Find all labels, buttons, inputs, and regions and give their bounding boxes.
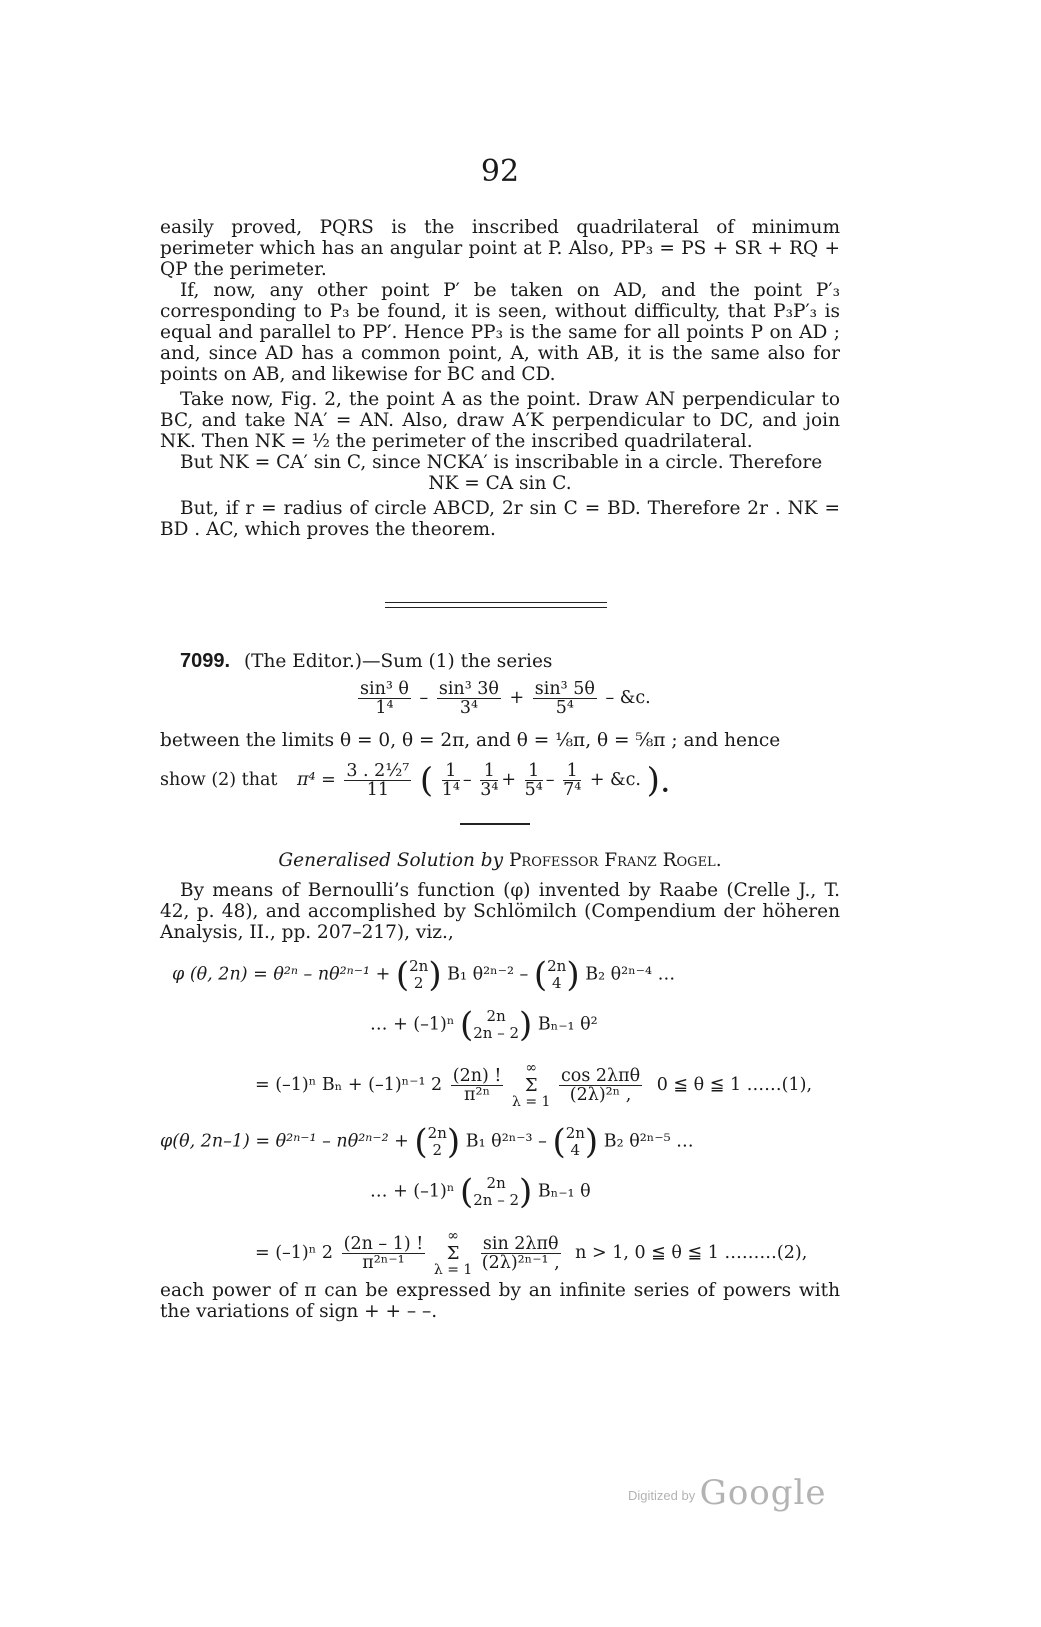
series-equation: $\frac{\text{sin³ θ}}{\text{1⁴}}$ – $\frac{\text{sin³ 3θ}}{\text{3⁴}}$ + $\frac{\text{sin³ 5θ}}{\text{5⁴}}$ – &c. xyxy=(360,679,651,718)
equation-nk: NK = CA sin C. xyxy=(428,473,572,494)
problem-author: (The Editor.)—Sum (1) the series xyxy=(243,651,553,672)
paragraph-2: If, now, any other point P′ be taken on AD, and the point P′₃ corresponding to P₃ be found, it is seen, without difficulty, that P₃P′₃ is equal and parallel to PP′. Hence PP₃ is the same for all points P on AD ; and, since AD has a common point, A, with AB, it is the same also for points on AB, and likewise for BC and CD. xyxy=(160,280,840,385)
google-watermark: $^{Digitized by}$ Google xyxy=(628,1473,827,1513)
equation-1-line-1: φ (θ, 2n) = θ²ⁿ – nθ²ⁿ⁻¹ + ( 2n 2 ) B₁ θ²ⁿ⁻² – ( 2n 4 ) B₂ θ²ⁿ⁻⁴ … xyxy=(172,955,676,995)
problem-header xyxy=(180,651,552,672)
paragraph-4: But NK = CA′ sin C, since NCKA′ is inscribable in a circle. Therefore xyxy=(180,452,823,473)
closing-paragraph: each power of π can be expressed by an infinite series of powers with the variations of sign + + – –. xyxy=(160,1280,840,1322)
equation-2-line-1: φ(θ, 2n–1) = θ²ⁿ⁻¹ – nθ²ⁿ⁻² + ( 2n 2 ) B₁ θ²ⁿ⁻³ – ( 2n 4 ) B₂ θ²ⁿ⁻⁵ … xyxy=(160,1122,694,1162)
google-logo-text: Google xyxy=(699,1473,827,1513)
paragraph-3: Take now, Fig. 2, the point A as the point. Draw AN perpendicular to BC, and take NA′ = AN. Also, draw A′K perpendicular to DC, and join NK. Then NK = ½ the perimeter of the inscribed quadrilateral. xyxy=(160,389,840,452)
solution-divider xyxy=(460,823,530,825)
section-divider xyxy=(385,602,607,608)
equation-1-line-3: = (–1)ⁿ Bₙ + (–1)ⁿ⁻¹ 2 $\frac{(2n) !}{\text{π²ⁿ}}$ ∞ Σ λ = 1 $\frac{\text{cos 2λπθ}}{\text{(2λ)²ⁿ ,}}$ 0 ≦ θ ≦ 1 ……(1), xyxy=(255,1060,813,1110)
equation-1-line-2: … + (–1)ⁿ ( 2n 2n – 2 ) Bₙ₋₁ θ² xyxy=(370,1005,598,1045)
fraction-term-3: $\frac{\text{sin³ 5θ}}{\text{5⁴}}$ xyxy=(534,679,595,718)
fraction-coefficient: $\frac{\text{3 . 2½⁷}}{11}$ xyxy=(346,761,410,800)
equation-2-line-3: = (–1)ⁿ 2 $\frac{(2n - 1) !}{\text{π²ⁿ⁻¹}}$ ∞ Σ λ = 1 $\frac{\text{sin 2λπθ}}{\text{(2λ)²ⁿ⁻¹ ,}}$ n > 1, 0 ≦ θ ≦ 1 ………(2), xyxy=(255,1228,808,1278)
fraction-term-1: $\frac{\text{sin³ θ}}{\text{1⁴}}$ xyxy=(360,679,409,718)
summation-2: ∞ Σ λ = 1 xyxy=(433,1228,473,1278)
paragraph-1: easily proved, PQRS is the inscribed quadrilateral of minimum perimeter which has an angular point at P. Also, PP₃ = PS + SR + RQ + QP the perimeter. xyxy=(160,217,840,280)
paragraph-5: But, if r = radius of circle ABCD, 2r sin C = BD. Therefore 2r . NK = BD . AC, which proves the theorem. xyxy=(160,498,840,540)
problem-number: 7099. xyxy=(180,650,231,672)
solution-heading: Generalised Solution by Professor Franz Rogel. xyxy=(278,850,722,871)
summation-1: ∞ Σ λ = 1 xyxy=(512,1060,551,1110)
text-block-top xyxy=(160,217,840,540)
series-tail: – &c. xyxy=(605,688,651,708)
page-number: 92 xyxy=(480,154,520,189)
solution-intro: By means of Bernoulli’s function (φ) invented by Raabe (Crelle J., T. 42, p. 48), and accomplished by Schlömilch (Compendium der höheren Analysis, II., pp. 207–217), viz., xyxy=(160,880,840,943)
limits-line: between the limits θ = 0, θ = 2π, and θ = ⅛π, θ = ⅝π ; and hence xyxy=(160,730,781,751)
equation-2-line-2: … + (–1)ⁿ ( 2n 2n – 2 ) Bₙ₋₁ θ xyxy=(370,1172,591,1212)
show-equation: show (2) that π⁴ = $\frac{\text{3 . 2½⁷}}{11}$ ( $\frac{1}{\text{1⁴}}$ – $\frac{1}{\text{3⁴}}$ + $\frac{1}{\text{5⁴}}$ – $\frac{1}{\text{7⁴}}$ + &c. ). xyxy=(160,760,671,801)
fraction-term-2: $\frac{\text{sin³ 3θ}}{\text{3⁴}}$ xyxy=(438,679,499,718)
